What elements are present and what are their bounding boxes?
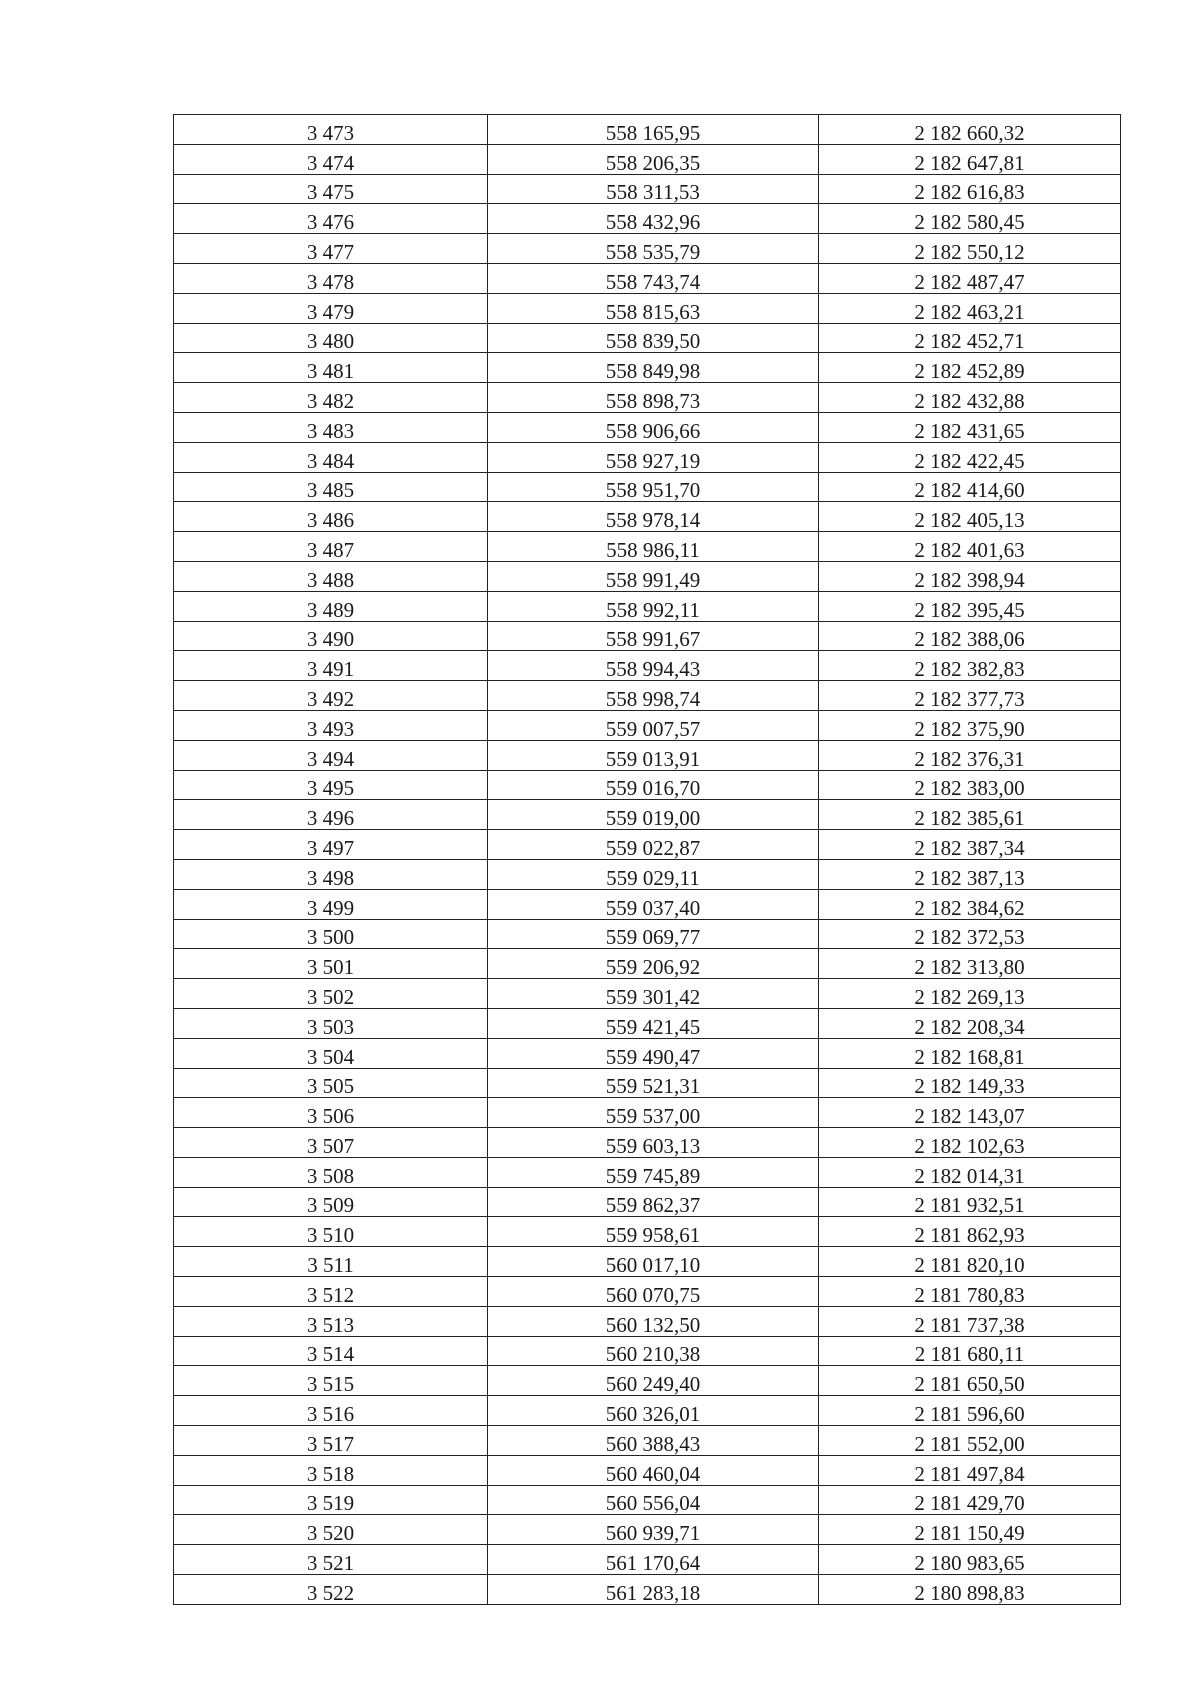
point-number-cell: 3 488 [174, 561, 488, 591]
point-number-cell: 3 479 [174, 293, 488, 323]
point-number-cell: 3 491 [174, 651, 488, 681]
point-number-cell: 3 499 [174, 889, 488, 919]
x-coordinate-cell: 560 070,75 [488, 1277, 819, 1307]
y-coordinate-cell: 2 182 432,88 [819, 383, 1121, 413]
x-coordinate-cell: 559 069,77 [488, 919, 819, 949]
table-row [174, 293, 1121, 323]
y-coordinate-cell: 2 182 660,32 [819, 115, 1121, 145]
x-coordinate-cell: 558 998,74 [488, 681, 819, 711]
x-coordinate-cell: 559 029,11 [488, 859, 819, 889]
y-coordinate-cell: 2 182 405,13 [819, 502, 1121, 532]
y-coordinate-cell: 2 181 650,50 [819, 1366, 1121, 1396]
y-coordinate-cell: 2 181 820,10 [819, 1247, 1121, 1277]
y-coordinate-cell: 2 182 149,33 [819, 1068, 1121, 1098]
y-coordinate-cell: 2 182 102,63 [819, 1128, 1121, 1158]
x-coordinate-cell: 558 951,70 [488, 472, 819, 502]
point-number-cell: 3 486 [174, 502, 488, 532]
table-row [174, 1277, 1121, 1307]
x-coordinate-cell: 559 490,47 [488, 1038, 819, 1068]
x-coordinate-cell: 560 388,43 [488, 1426, 819, 1456]
table-row [174, 949, 1121, 979]
y-coordinate-cell: 2 182 385,61 [819, 800, 1121, 830]
x-coordinate-cell: 558 898,73 [488, 383, 819, 413]
point-number-cell: 3 519 [174, 1485, 488, 1515]
x-coordinate-cell: 558 849,98 [488, 353, 819, 383]
table-row [174, 174, 1121, 204]
table-row [174, 1426, 1121, 1456]
y-coordinate-cell: 2 181 497,84 [819, 1455, 1121, 1485]
table-row [174, 323, 1121, 353]
y-coordinate-cell: 2 182 463,21 [819, 293, 1121, 323]
table-row [174, 1336, 1121, 1366]
y-coordinate-cell: 2 182 014,31 [819, 1157, 1121, 1187]
y-coordinate-cell: 2 182 313,80 [819, 949, 1121, 979]
y-coordinate-cell: 2 181 780,83 [819, 1277, 1121, 1307]
y-coordinate-cell: 2 182 168,81 [819, 1038, 1121, 1068]
y-coordinate-cell: 2 180 898,83 [819, 1575, 1121, 1605]
point-number-cell: 3 503 [174, 1008, 488, 1038]
y-coordinate-cell: 2 181 737,38 [819, 1306, 1121, 1336]
coordinates-table [173, 114, 1121, 1605]
table-row [174, 830, 1121, 860]
table-row [174, 1157, 1121, 1187]
point-number-cell: 3 476 [174, 204, 488, 234]
y-coordinate-cell: 2 182 550,12 [819, 234, 1121, 264]
y-coordinate-cell: 2 182 208,34 [819, 1008, 1121, 1038]
x-coordinate-cell: 558 206,35 [488, 144, 819, 174]
table-row [174, 263, 1121, 293]
table-row [174, 591, 1121, 621]
x-coordinate-cell: 558 992,11 [488, 591, 819, 621]
table-row [174, 1038, 1121, 1068]
y-coordinate-cell: 2 182 647,81 [819, 144, 1121, 174]
table-row [174, 234, 1121, 264]
table-row [174, 1545, 1121, 1575]
point-number-cell: 3 484 [174, 442, 488, 472]
point-number-cell: 3 504 [174, 1038, 488, 1068]
y-coordinate-cell: 2 182 414,60 [819, 472, 1121, 502]
y-coordinate-cell: 2 181 552,00 [819, 1426, 1121, 1456]
point-number-cell: 3 485 [174, 472, 488, 502]
point-number-cell: 3 511 [174, 1247, 488, 1277]
point-number-cell: 3 480 [174, 323, 488, 353]
point-number-cell: 3 507 [174, 1128, 488, 1158]
y-coordinate-cell: 2 182 487,47 [819, 263, 1121, 293]
table-row [174, 1098, 1121, 1128]
point-number-cell: 3 514 [174, 1336, 488, 1366]
y-coordinate-cell: 2 182 452,89 [819, 353, 1121, 383]
point-number-cell: 3 502 [174, 979, 488, 1009]
x-coordinate-cell: 558 991,49 [488, 561, 819, 591]
table-row [174, 1455, 1121, 1485]
x-coordinate-cell: 560 017,10 [488, 1247, 819, 1277]
point-number-cell: 3 515 [174, 1366, 488, 1396]
table-row [174, 800, 1121, 830]
x-coordinate-cell: 560 210,38 [488, 1336, 819, 1366]
table-row [174, 859, 1121, 889]
table-row [174, 889, 1121, 919]
point-number-cell: 3 518 [174, 1455, 488, 1485]
point-number-cell: 3 522 [174, 1575, 488, 1605]
point-number-cell: 3 520 [174, 1515, 488, 1545]
point-number-cell: 3 495 [174, 770, 488, 800]
y-coordinate-cell: 2 182 375,90 [819, 710, 1121, 740]
x-coordinate-cell: 559 603,13 [488, 1128, 819, 1158]
y-coordinate-cell: 2 181 862,93 [819, 1217, 1121, 1247]
x-coordinate-cell: 560 249,40 [488, 1366, 819, 1396]
x-coordinate-cell: 561 170,64 [488, 1545, 819, 1575]
table-row [174, 681, 1121, 711]
y-coordinate-cell: 2 182 388,06 [819, 621, 1121, 651]
point-number-cell: 3 521 [174, 1545, 488, 1575]
table-row [174, 144, 1121, 174]
x-coordinate-cell: 558 432,96 [488, 204, 819, 234]
point-number-cell: 3 513 [174, 1306, 488, 1336]
x-coordinate-cell: 558 994,43 [488, 651, 819, 681]
x-coordinate-cell: 558 839,50 [488, 323, 819, 353]
x-coordinate-cell: 559 007,57 [488, 710, 819, 740]
table-row [174, 532, 1121, 562]
point-number-cell: 3 497 [174, 830, 488, 860]
table-row [174, 1575, 1121, 1605]
x-coordinate-cell: 558 743,74 [488, 263, 819, 293]
y-coordinate-cell: 2 181 150,49 [819, 1515, 1121, 1545]
point-number-cell: 3 478 [174, 263, 488, 293]
y-coordinate-cell: 2 182 616,83 [819, 174, 1121, 204]
table-row [174, 1128, 1121, 1158]
y-coordinate-cell: 2 180 983,65 [819, 1545, 1121, 1575]
y-coordinate-cell: 2 182 401,63 [819, 532, 1121, 562]
x-coordinate-cell: 559 958,61 [488, 1217, 819, 1247]
table-row [174, 1306, 1121, 1336]
x-coordinate-cell: 559 019,00 [488, 800, 819, 830]
x-coordinate-cell: 561 283,18 [488, 1575, 819, 1605]
point-number-cell: 3 477 [174, 234, 488, 264]
x-coordinate-cell: 560 556,04 [488, 1485, 819, 1515]
point-number-cell: 3 505 [174, 1068, 488, 1098]
y-coordinate-cell: 2 182 377,73 [819, 681, 1121, 711]
table-row [174, 1247, 1121, 1277]
table-row [174, 919, 1121, 949]
y-coordinate-cell: 2 181 932,51 [819, 1187, 1121, 1217]
table-row [174, 204, 1121, 234]
x-coordinate-cell: 559 862,37 [488, 1187, 819, 1217]
point-number-cell: 3 496 [174, 800, 488, 830]
x-coordinate-cell: 559 206,92 [488, 949, 819, 979]
point-number-cell: 3 492 [174, 681, 488, 711]
point-number-cell: 3 506 [174, 1098, 488, 1128]
x-coordinate-cell: 559 022,87 [488, 830, 819, 860]
x-coordinate-cell: 558 535,79 [488, 234, 819, 264]
point-number-cell: 3 510 [174, 1217, 488, 1247]
point-number-cell: 3 490 [174, 621, 488, 651]
x-coordinate-cell: 558 311,53 [488, 174, 819, 204]
y-coordinate-cell: 2 182 387,34 [819, 830, 1121, 860]
y-coordinate-cell: 2 182 384,62 [819, 889, 1121, 919]
point-number-cell: 3 482 [174, 383, 488, 413]
y-coordinate-cell: 2 181 680,11 [819, 1336, 1121, 1366]
point-number-cell: 3 509 [174, 1187, 488, 1217]
point-number-cell: 3 487 [174, 532, 488, 562]
point-number-cell: 3 494 [174, 740, 488, 770]
table-row [174, 770, 1121, 800]
x-coordinate-cell: 558 927,19 [488, 442, 819, 472]
table-row [174, 1366, 1121, 1396]
table-row [174, 1396, 1121, 1426]
point-number-cell: 3 473 [174, 115, 488, 145]
x-coordinate-cell: 559 013,91 [488, 740, 819, 770]
x-coordinate-cell: 558 815,63 [488, 293, 819, 323]
x-coordinate-cell: 560 326,01 [488, 1396, 819, 1426]
x-coordinate-cell: 559 037,40 [488, 889, 819, 919]
y-coordinate-cell: 2 182 452,71 [819, 323, 1121, 353]
y-coordinate-cell: 2 181 596,60 [819, 1396, 1121, 1426]
table-row [174, 1008, 1121, 1038]
x-coordinate-cell: 560 939,71 [488, 1515, 819, 1545]
y-coordinate-cell: 2 182 398,94 [819, 561, 1121, 591]
y-coordinate-cell: 2 182 395,45 [819, 591, 1121, 621]
table-row [174, 383, 1121, 413]
table-row [174, 740, 1121, 770]
x-coordinate-cell: 558 991,67 [488, 621, 819, 651]
table-row [174, 412, 1121, 442]
table-row [174, 1187, 1121, 1217]
table-row [174, 502, 1121, 532]
table-row [174, 561, 1121, 591]
y-coordinate-cell: 2 182 376,31 [819, 740, 1121, 770]
point-number-cell: 3 501 [174, 949, 488, 979]
table-row [174, 710, 1121, 740]
x-coordinate-cell: 558 986,11 [488, 532, 819, 562]
x-coordinate-cell: 559 745,89 [488, 1157, 819, 1187]
x-coordinate-cell: 559 016,70 [488, 770, 819, 800]
point-number-cell: 3 481 [174, 353, 488, 383]
table-row [174, 1485, 1121, 1515]
point-number-cell: 3 483 [174, 412, 488, 442]
point-number-cell: 3 474 [174, 144, 488, 174]
table-row [174, 1515, 1121, 1545]
y-coordinate-cell: 2 182 431,65 [819, 412, 1121, 442]
x-coordinate-cell: 558 978,14 [488, 502, 819, 532]
coordinates-table-body [174, 115, 1121, 1605]
y-coordinate-cell: 2 182 383,00 [819, 770, 1121, 800]
point-number-cell: 3 508 [174, 1157, 488, 1187]
table-row [174, 621, 1121, 651]
x-coordinate-cell: 558 165,95 [488, 115, 819, 145]
table-row [174, 472, 1121, 502]
x-coordinate-cell: 559 521,31 [488, 1068, 819, 1098]
y-coordinate-cell: 2 182 387,13 [819, 859, 1121, 889]
table-row [174, 651, 1121, 681]
x-coordinate-cell: 559 537,00 [488, 1098, 819, 1128]
y-coordinate-cell: 2 182 143,07 [819, 1098, 1121, 1128]
x-coordinate-cell: 560 132,50 [488, 1306, 819, 1336]
x-coordinate-cell: 559 301,42 [488, 979, 819, 1009]
point-number-cell: 3 498 [174, 859, 488, 889]
table-row [174, 115, 1121, 145]
table-row [174, 442, 1121, 472]
table-row [174, 1217, 1121, 1247]
point-number-cell: 3 489 [174, 591, 488, 621]
x-coordinate-cell: 558 906,66 [488, 412, 819, 442]
x-coordinate-cell: 560 460,04 [488, 1455, 819, 1485]
y-coordinate-cell: 2 182 382,83 [819, 651, 1121, 681]
point-number-cell: 3 500 [174, 919, 488, 949]
point-number-cell: 3 493 [174, 710, 488, 740]
y-coordinate-cell: 2 182 422,45 [819, 442, 1121, 472]
point-number-cell: 3 475 [174, 174, 488, 204]
table-row [174, 353, 1121, 383]
point-number-cell: 3 516 [174, 1396, 488, 1426]
table-row [174, 979, 1121, 1009]
y-coordinate-cell: 2 182 372,53 [819, 919, 1121, 949]
y-coordinate-cell: 2 181 429,70 [819, 1485, 1121, 1515]
y-coordinate-cell: 2 182 580,45 [819, 204, 1121, 234]
point-number-cell: 3 512 [174, 1277, 488, 1307]
point-number-cell: 3 517 [174, 1426, 488, 1456]
x-coordinate-cell: 559 421,45 [488, 1008, 819, 1038]
y-coordinate-cell: 2 182 269,13 [819, 979, 1121, 1009]
table-row [174, 1068, 1121, 1098]
